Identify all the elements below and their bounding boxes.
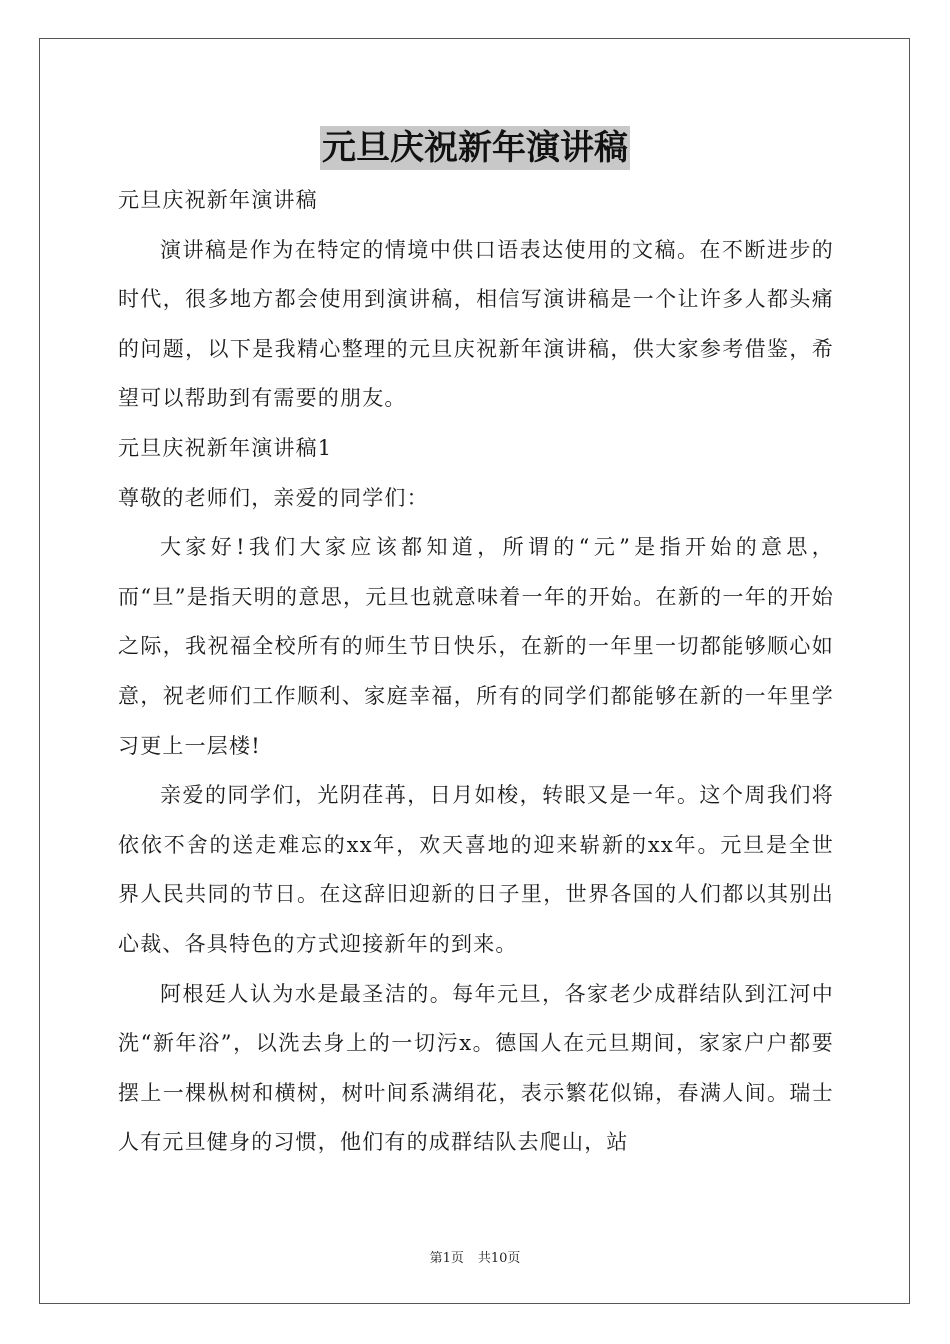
paragraph-greeting: 大家好!我们大家应该都知道，所谓的“元”是指开始的意思，而“旦”是指天明的意思，元旦也就意味着一年的开始。在新的一年的开始之际，我祝福全校所有的师生节日快乐，在新的一年里一切都能够顺心如意，祝老师们工作顺利、家庭幸福，所有的同学们都能够在新的一年里学习更上一层楼! [118, 535, 834, 758]
paragraph-intro: 演讲稿是作为在特定的情境中供口语表达使用的文稿。在不断进步的时代，很多地方都会使用到演讲稿，相信写演讲稿是一个让许多人都头痛的问题，以下是我精心整理的元旦庆祝新年演讲稿，供大家参考借鉴，希望可以帮助到有需要的朋友。 [118, 237, 834, 411]
paragraph-new-year: 亲爱的同学们，光阴荏苒，日月如梭，转眼又是一年。这个周我们将依依不舍的送走难忘的xx年，欢天喜地的迎来崭新的xx年。元旦是全世界人民共同的节日。在这辞旧迎新的日子里，世界各国的人们都以其别出心裁、各具特色的方式迎接新年的到来。 [118, 783, 834, 956]
page-footer [0, 1247, 950, 1266]
page-number: 第1页 [429, 1251, 464, 1266]
document-subtitle: 元旦庆祝新年演讲稿 [118, 188, 318, 212]
title-container [0, 126, 950, 170]
paragraph-customs: 阿根廷人认为水是最圣洁的。每年元旦，各家老少成群结队到江河中洗“新年浴”，以洗去身上的一切污x。德国人在元旦期间，家家户户都要摆上一棵枞树和横树，树叶间系满绢花，表示繁花似锦，春满人间。瑞士人有元旦健身的习惯，他们有的成群结队去爬山，站 [118, 981, 834, 1155]
salutation: 尊敬的老师们，亲爱的同学们： [118, 485, 429, 510]
document-title: 元旦庆祝新年演讲稿 [322, 128, 628, 168]
page-total: 共10页 [477, 1251, 521, 1266]
document-body [118, 176, 834, 1168]
section-heading: 元旦庆祝新年演讲稿1 [118, 435, 333, 460]
